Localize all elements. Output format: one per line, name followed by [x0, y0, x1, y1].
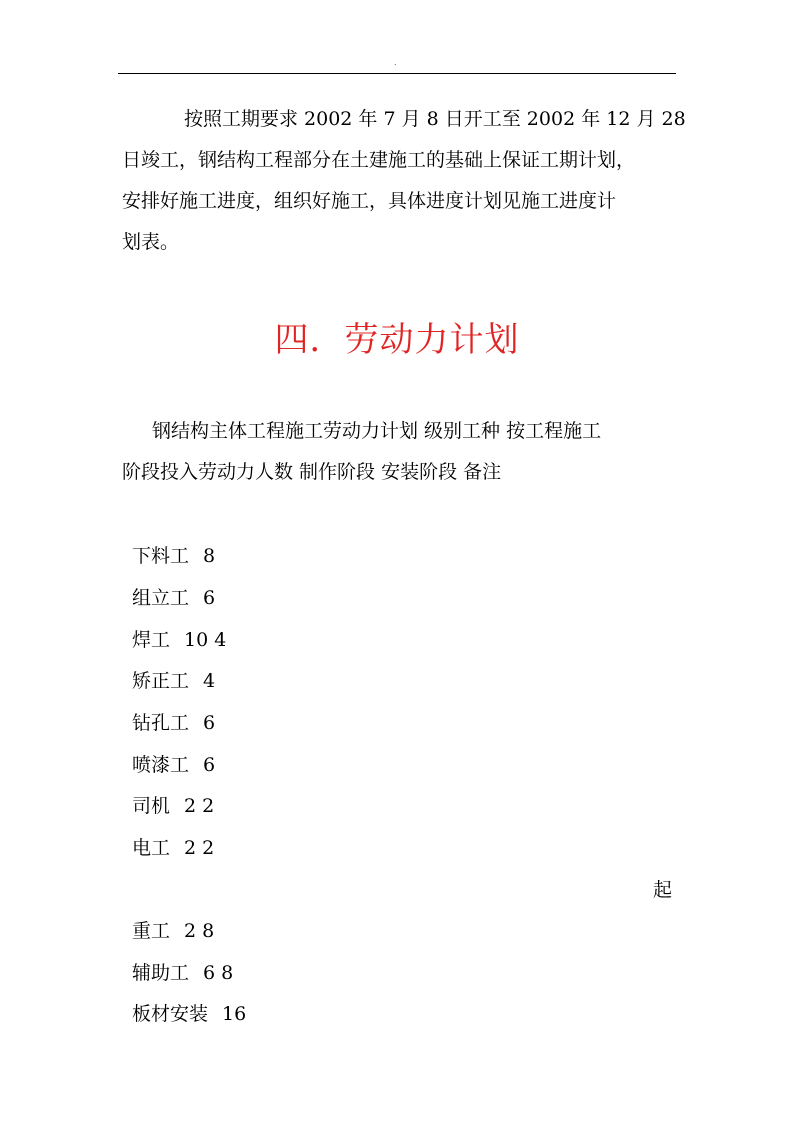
intro-line: 日竣工，钢结构工程部分在土建施工的基础上保证工期计划，: [122, 149, 636, 171]
floating-char: 起: [653, 879, 673, 901]
trade-name: 组立工: [132, 587, 190, 609]
labor-row: [132, 833, 214, 860]
trade-name: 焊工: [132, 629, 171, 651]
trade-name: 下料工: [132, 545, 190, 567]
trade-name: 重工: [132, 920, 171, 942]
labor-plan-intro-line: 钢结构主体工程施工劳动力计划 级别工种 按工程施工: [152, 420, 602, 442]
labor-row: [132, 916, 214, 943]
trade-name: 喷漆工: [132, 754, 190, 776]
labor-row: [132, 583, 215, 610]
trade-count: 6: [203, 712, 216, 734]
labor-row: [132, 750, 215, 777]
header-mark: .: [394, 58, 397, 67]
trade-count: 16: [222, 1003, 247, 1025]
labor-plan-intro-line: 阶段投入劳动力人数 制作阶段 安装阶段 备注: [122, 461, 502, 483]
trade-count: 8: [203, 545, 216, 567]
trade-count: 10 4: [184, 629, 227, 651]
trade-name: 矫正工: [132, 670, 190, 692]
labor-row: [132, 625, 226, 652]
trade-name: 板材安装: [132, 1003, 209, 1025]
trade-name: 司机: [132, 795, 171, 817]
intro-line: 安排好施工进度，组织好施工，具体进度计划见施工进度计: [122, 190, 617, 212]
trade-name: 辅助工: [132, 962, 190, 984]
labor-row: [132, 791, 214, 818]
intro-paragraph: [122, 99, 692, 263]
trade-count: 6: [203, 587, 216, 609]
labor-row: [132, 541, 215, 568]
labor-plan-intro: [122, 411, 692, 493]
labor-row: [132, 958, 233, 985]
trade-count: 6 8: [203, 962, 234, 984]
intro-line: 划表。: [122, 231, 180, 253]
labor-row: [132, 666, 215, 693]
section-title: 四．劳动力计划: [274, 320, 520, 360]
trade-count: 6: [203, 754, 216, 776]
labor-row: [132, 708, 215, 735]
trade-name: 电工: [132, 837, 171, 859]
intro-line: 按照工期要求 2002 年 7 月 8 日开工至 2002 年 12 月 28: [184, 108, 686, 130]
trade-count: 4: [203, 670, 216, 692]
trade-count: 2 2: [184, 795, 215, 817]
trade-count: 2 2: [184, 837, 215, 859]
trade-count: 2 8: [184, 920, 215, 942]
header-rule: [118, 73, 676, 74]
trade-name: 钻孔工: [132, 712, 190, 734]
labor-row: [132, 999, 246, 1026]
